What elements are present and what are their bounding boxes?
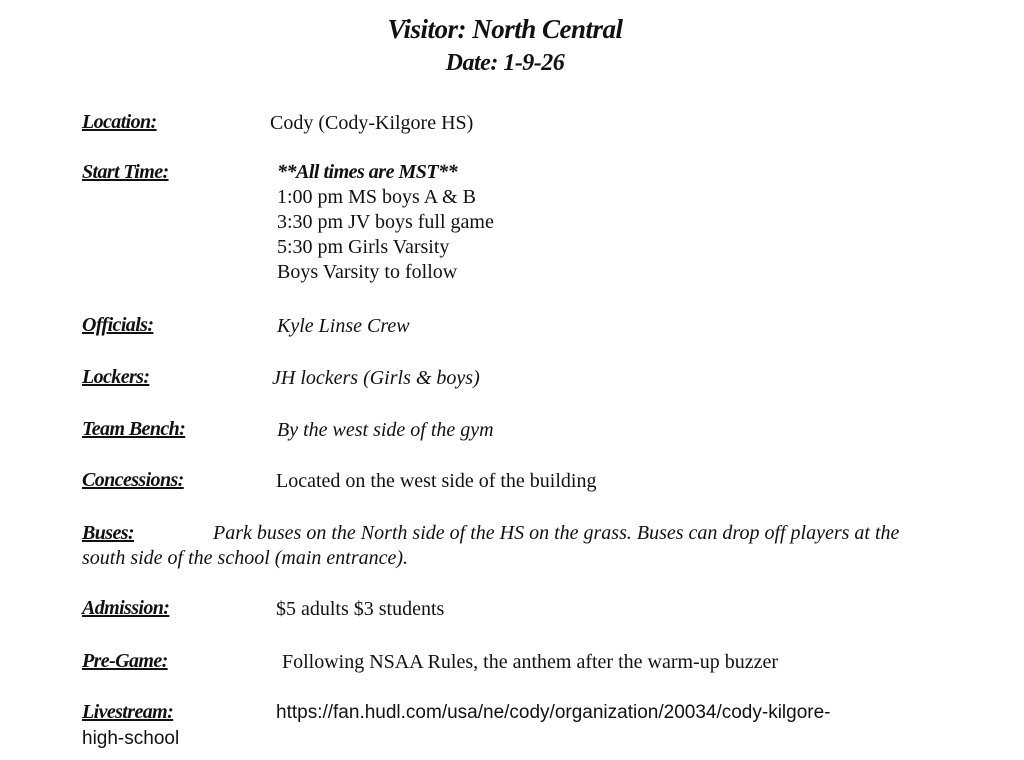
start-time-note: **All times are MST** xyxy=(277,161,458,183)
lockers-label: Lockers: xyxy=(82,366,150,388)
pre-game-value: Following NSAA Rules, the anthem after the warm-up buzzer xyxy=(282,651,778,673)
page-title-date: Date: 1-9-26 xyxy=(445,50,565,76)
pre-game-label: Pre-Game: xyxy=(82,650,168,672)
concessions-label: Concessions: xyxy=(82,469,184,491)
officials-value: Kyle Linse Crew xyxy=(277,315,410,337)
buses-value: Park buses on the North side of the HS on the grass. Buses can drop off players at the south side of the school (main entrance). xyxy=(82,522,900,569)
concessions-value: Located on the west side of the building xyxy=(276,470,597,492)
lockers-value: JH lockers (Girls & boys) xyxy=(272,367,480,389)
admission-value: $5 adults $3 students xyxy=(276,598,445,620)
livestream-url-part2[interactable]: high-school xyxy=(82,728,180,749)
livestream-label: Livestream: xyxy=(82,701,174,723)
location-value: Cody (Cody-Kilgore HS) xyxy=(270,112,474,134)
start-time-line: 3:30 pm JV boys full game xyxy=(277,211,494,233)
location-label: Location: xyxy=(82,111,157,133)
buses-block xyxy=(82,521,942,571)
team-bench-label: Team Bench: xyxy=(82,418,186,440)
livestream-url-part1[interactable]: https://fan.hudl.com/usa/ne/cody/organization/20034/cody-kilgore- xyxy=(276,702,831,723)
start-time-line: Boys Varsity to follow xyxy=(277,261,458,283)
buses-label: Buses: xyxy=(82,522,134,544)
livestream-link-continued[interactable] xyxy=(82,728,179,750)
start-time-line: 1:00 pm MS boys A & B xyxy=(277,186,476,208)
page-title-visitor: Visitor: North Central xyxy=(387,14,623,44)
start-time-label: Start Time: xyxy=(82,161,169,183)
start-time-block xyxy=(277,160,494,285)
team-bench-value: By the west side of the gym xyxy=(277,419,494,441)
admission-label: Admission: xyxy=(82,597,170,619)
officials-label: Officials: xyxy=(82,314,154,336)
livestream-link[interactable] xyxy=(276,702,831,724)
start-time-line: 5:30 pm Girls Varsity xyxy=(277,236,450,258)
